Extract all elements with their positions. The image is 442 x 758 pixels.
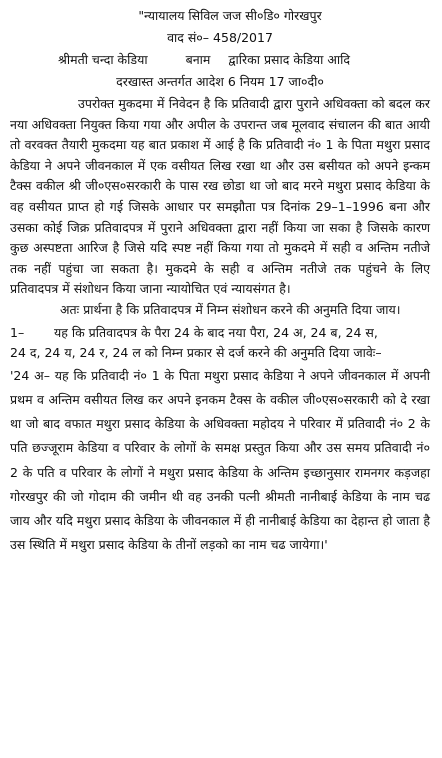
paragraph-main: उपरोक्त मुकदमा में निवेदन है कि प्रतिवादी द्वारा पुराने अधिवक्ता को बदल कर नया अधिवक्ता नियुक्त किया गया और अपील के उपरान्त जब मूलवाद संचालन की बात आयी तो वरवक्त तैयारी मुकदमा यह बात प्रकाश में आई है कि प्रतिवादी नं० 1 के पिता मथुरा प्रसाद केडिया ने अपने जीवनकाल में एक वसीयत लिख रखा था और उस बसीयत को अपने इन्कम टैक्स वकील श्री जी०एस०सरकारी के पास रख छोडा था जो बाद मरने मथुरा प्रसाद केडिया के वह वसीयत प्राप्त हो गई जिसके आधार पर समझौता पत्र दिनांक 29–1–1996 बना और उसका कोई जिक्र प्रतिवादपत्र में पुराने अधिवक्ता द्वारा नहीं किया जा सका है जिसके कारण कुछ अस्पष्टता आरिज है जिसे यदि स्पष्ट नहीं किया गया तो मुकदमे में सही व अन्तिम नतीजे तक नहीं पहुंचा जा सकता है। मुकदमे के सही व अन्तिम नतीजे तक पहुंचने के लिए प्रतिवादपत्र में संशोधन किया जाना न्यायोचित एवं न्यायसंगत है। (10, 96, 430, 297)
versus-label: बनाम (185, 52, 211, 67)
court-title: "न्यायालय सिविल जज सी०डि० गोरखपुर (138, 8, 322, 23)
item-first-line: यह कि प्रतिवादपत्र के पैरा 24 के बाद नया पैरा, 24 अ, 24 ब, 24 स, (54, 324, 378, 340)
quoted-amendment: '24 अ– यह कि प्रतिवादी नं० 1 के पिता मथुरा प्रसाद केडिया ने अपने जीवनकाल में अपनी प्रथम व अन्तिम वसीयत लिख कर अपने इनकम टैक्स के वकील जी०एस०सरकारी को दे रखा था जो बाद वफात मथुरा प्रसाद केडिया के अधिवक्ता महोदय ने परिवार में प्रतिवादी नं० 2 के पति छज्जूराम केडिया व परिवार के लोगों के समक्ष प्रस्तुत किया और उस समय प्रतिवादी नं० 2 के पति व परिवार के लोगों ने मथुरा प्रसाद केडिया के अन्तिम इच्छानुसार रामनगर कड़जहा गोरखपुर की जो गोदाम की जमीन थी वह उनकी पत्नी श्रीमती नानीबाई केडिया के नाम चढ जाय और यदि मथुरा प्रसाद केडिया के जीवनकाल में ही नानीबाई केडिया का देहान्त हो जाता है उस स्थिति में मथुरा प्रसाद केडिया के तीनों लड़को का नाम चढ जायेगा।' (10, 367, 430, 553)
parties-line (10, 52, 430, 68)
paragraph-prayer: अतः प्रार्थना है कि प्रतिवादपत्र में निम्न संशोधन करने की अनुमति दिया जाय। (60, 301, 401, 317)
defendant-name: द्वारिका प्रसाद केडिया आदि (228, 52, 350, 67)
case-number: वाद सं०– 458/2017 (167, 30, 273, 45)
item-number: 1– (10, 324, 25, 340)
application-title: दरखास्त अन्तर्गत आदेश 6 नियम 17 जा०दी० (116, 74, 324, 89)
amendment-item-1 (10, 323, 430, 344)
plaintiff-name: श्रीमती चन्दा केडिया (58, 52, 148, 67)
item-continuation: 24 द, 24 य, 24 र, 24 ल को निम्न प्रकार से दर्ज करने की अनुमति दिया जावेः– (10, 345, 382, 361)
